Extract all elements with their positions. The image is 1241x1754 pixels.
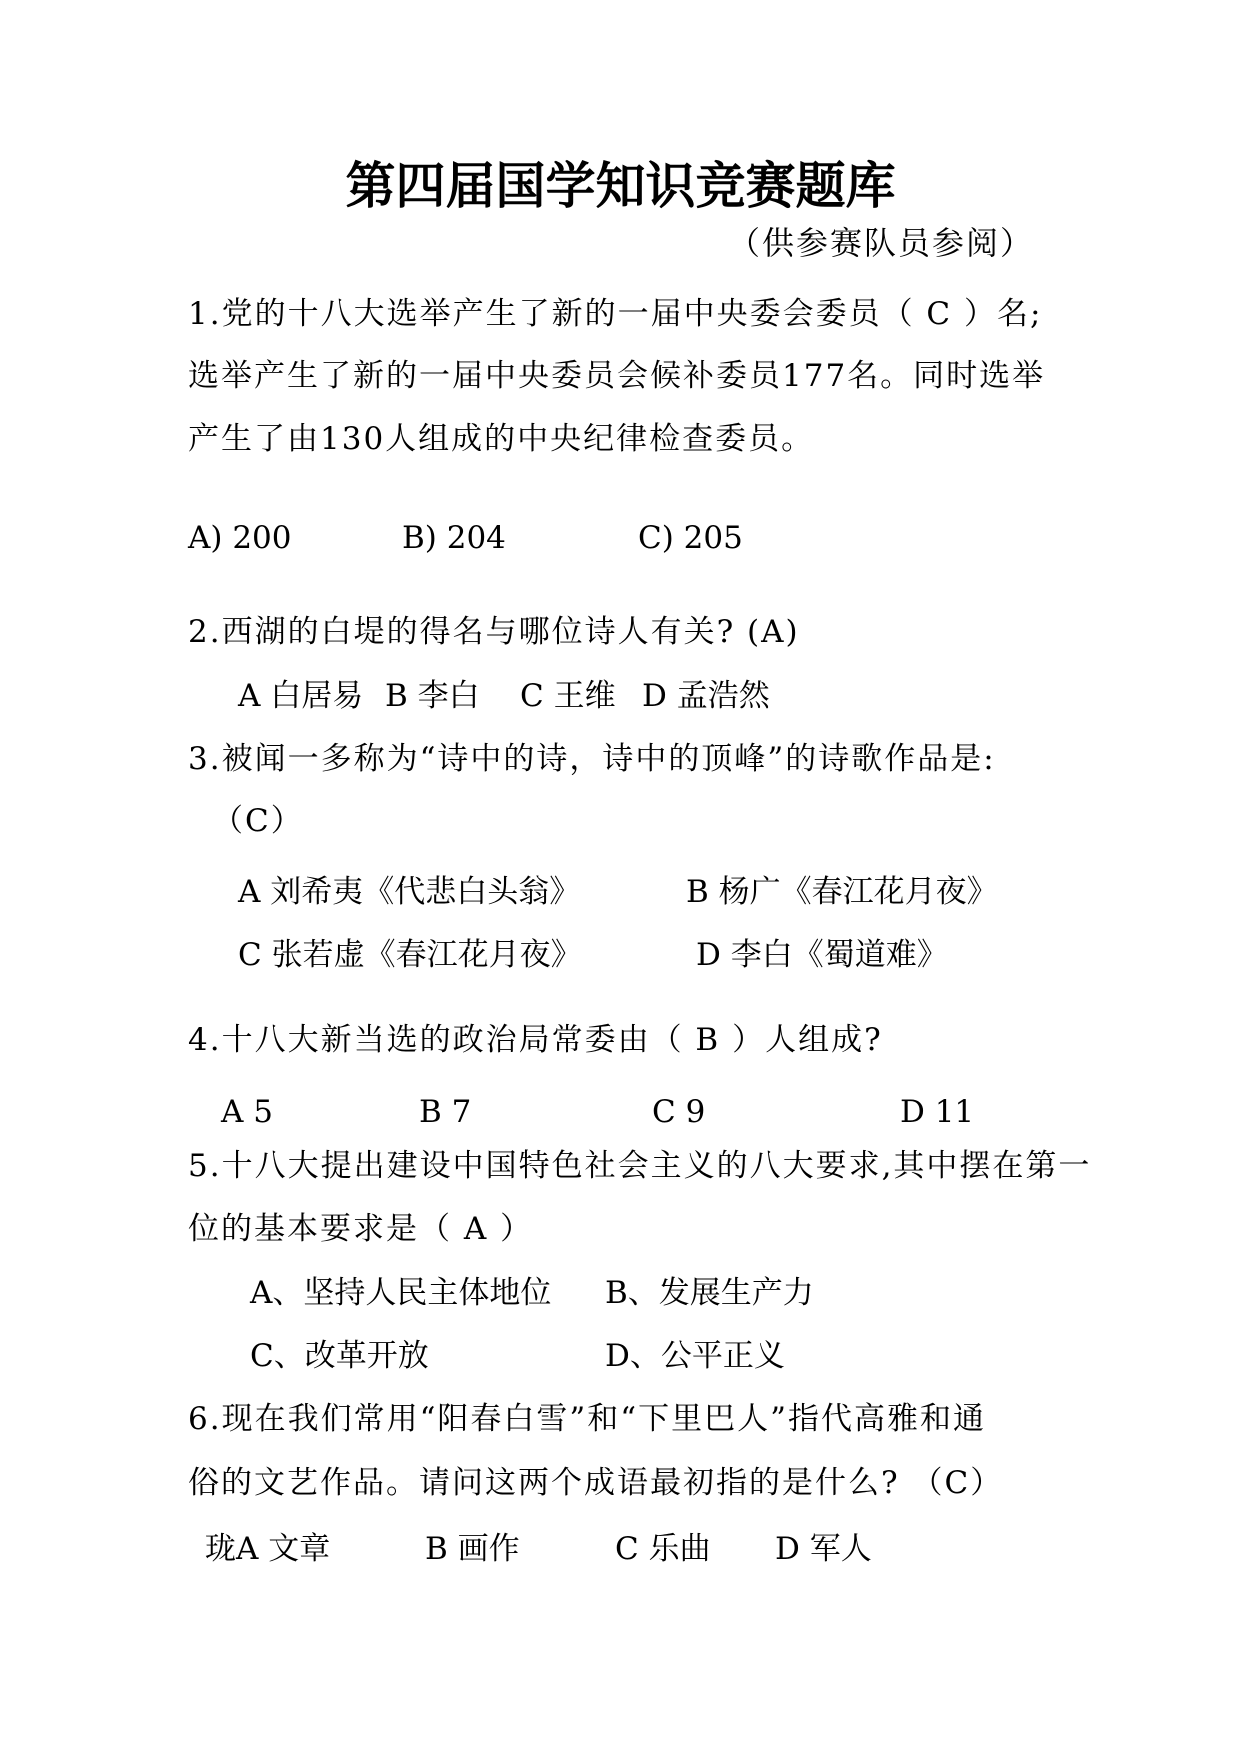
- question-3-option-a: A 刘希夷《代悲白头翁》: [238, 874, 581, 910]
- question-6-option-d: D 军人: [775, 1531, 872, 1567]
- question-3-option-c: C 张若虚《春江花月夜》: [238, 937, 582, 973]
- question-3-line-2: （C）: [212, 803, 304, 839]
- question-4-option-c: C 9: [652, 1094, 706, 1130]
- question-3-option-d: D 李白《蜀道难》: [696, 937, 948, 973]
- question-6-option-b: B 画作: [425, 1531, 520, 1567]
- question-5-line-1: 5.十八大提出建设中国特色社会主义的八大要求,其中摆在第一: [188, 1148, 1092, 1184]
- question-1-option-c: C) 205: [638, 520, 743, 556]
- question-4-option-b: B 7: [419, 1094, 472, 1130]
- question-5-option-d: D、公平正义: [605, 1338, 785, 1374]
- question-2-option-a: A 白居易: [238, 678, 364, 714]
- question-5-option-c: C、改革开放: [250, 1338, 429, 1374]
- question-5-option-b: B、发展生产力: [605, 1275, 814, 1311]
- question-2-option-b: B 李白: [385, 678, 480, 714]
- question-1-line-3: 产生了由130人组成的中央纪律检查委员。: [188, 421, 815, 457]
- question-2-line-1: 2.西湖的白堤的得名与哪位诗人有关? (A): [188, 614, 800, 650]
- question-2-option-d: D 孟浩然: [642, 678, 770, 714]
- document-title: 第四届国学知识竞赛题库: [345, 156, 896, 215]
- question-1-line-1: 1.党的十八大选举产生了新的一届中央委会委员（ C ）名;: [188, 296, 1043, 332]
- question-1-line-2: 选举产生了新的一届中央委员会候补委员177名。同时选举: [188, 358, 1046, 394]
- question-4-option-d: D 11: [900, 1094, 975, 1130]
- question-1-option-a: A) 200: [188, 520, 292, 556]
- document-subtitle: （供参赛队员参阅）: [728, 224, 1035, 262]
- question-5-line-2: 位的基本要求是（ A ）: [188, 1211, 534, 1247]
- question-3-line-1: 3.被闻一多称为“诗中的诗，诗中的顶峰”的诗歌作品是:: [188, 741, 996, 777]
- question-4-option-a: A 5: [221, 1094, 273, 1130]
- question-6-line-1: 6.现在我们常用“阳春白雪”和“下里巴人”指代高雅和通: [188, 1401, 986, 1437]
- question-6-line-2: 俗的文艺作品。请问这两个成语最初指的是什么? （C）: [188, 1465, 1004, 1501]
- question-2-option-c: C 王维: [520, 678, 616, 714]
- question-6-option-a: 珑A 文章: [205, 1531, 331, 1567]
- question-5-option-a: A、坚持人民主体地位: [250, 1275, 552, 1311]
- question-3-option-b: B 杨广《春江花月夜》: [686, 874, 998, 910]
- question-1-option-b: B) 204: [402, 520, 506, 556]
- question-6-option-c: C 乐曲: [615, 1531, 711, 1567]
- question-4-line-1: 4.十八大新当选的政治局常委由（ B ）人组成?: [188, 1022, 883, 1058]
